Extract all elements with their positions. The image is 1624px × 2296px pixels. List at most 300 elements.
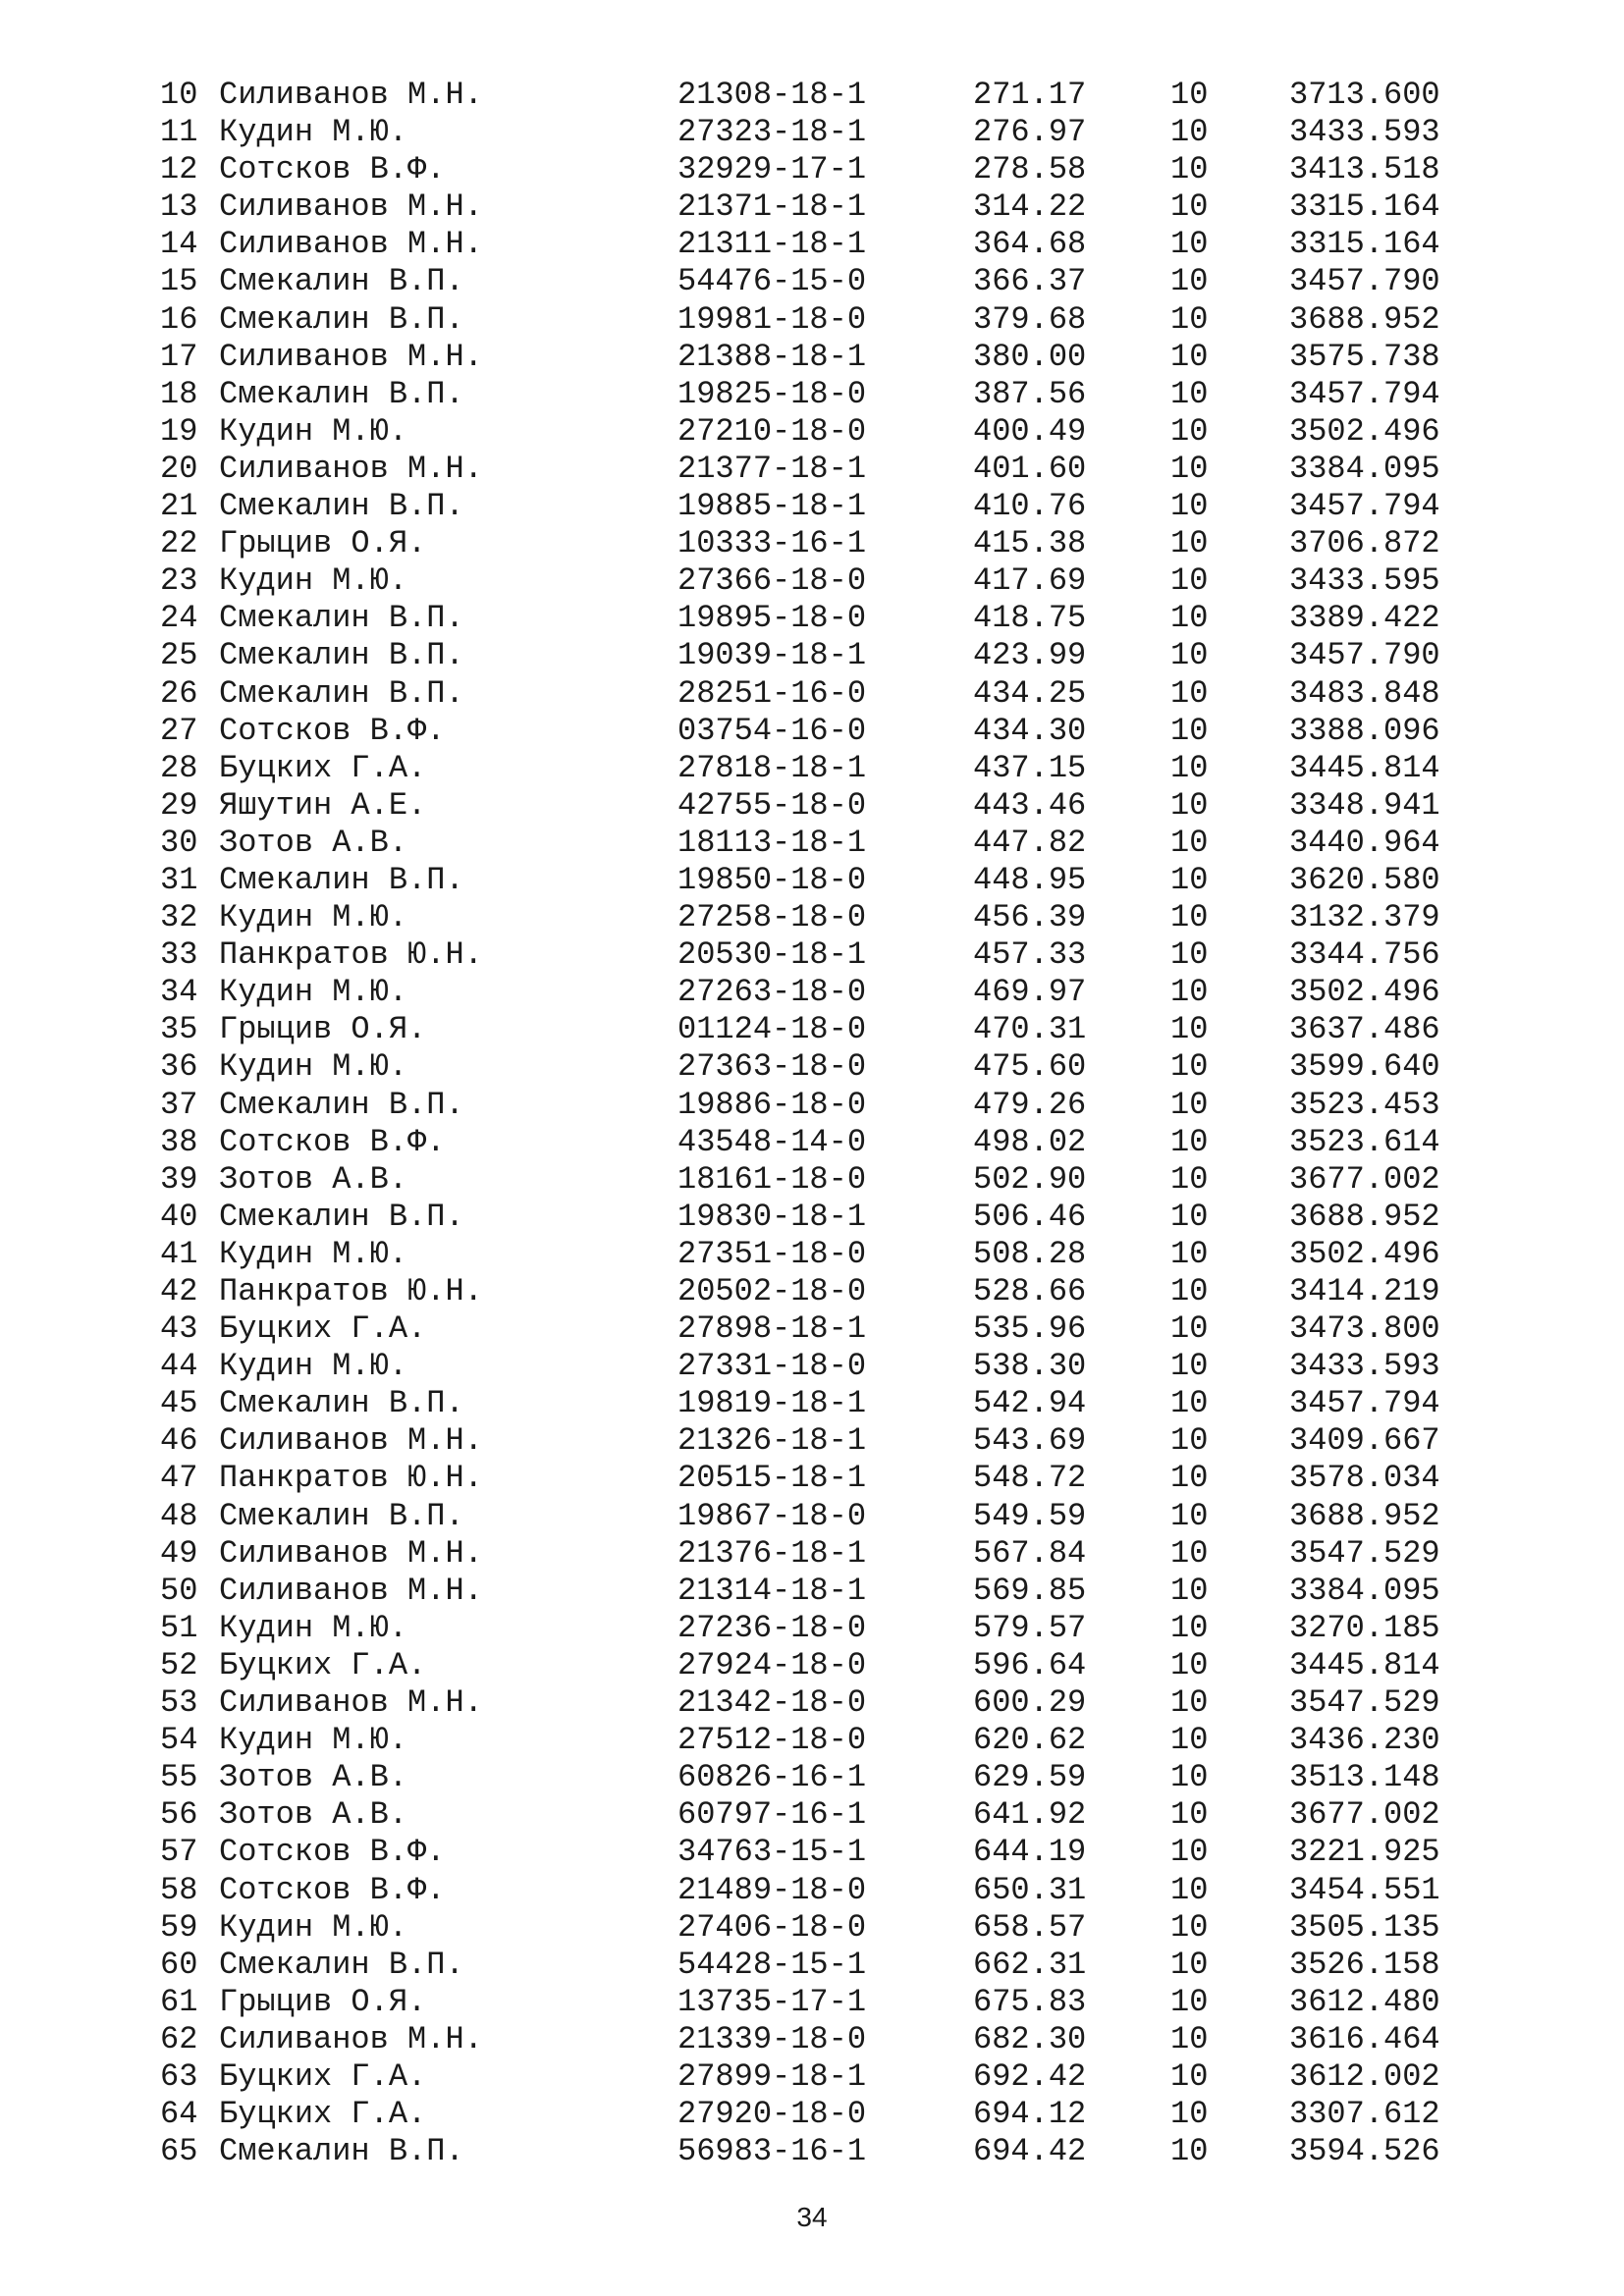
row-number: 62	[160, 2020, 198, 2057]
table-row	[0, 637, 1624, 674]
record-code: 21376-18-1	[677, 1534, 867, 1572]
record-code: 27263-18-0	[677, 974, 867, 1011]
record-code: 60826-16-1	[677, 1759, 867, 1796]
record-code: 19850-18-0	[677, 861, 867, 898]
count-cell: 10	[1170, 1123, 1209, 1160]
count-cell: 10	[1170, 1983, 1209, 2020]
value-cell: 508.28	[973, 1235, 1087, 1272]
person-name: Смекалин В.П.	[219, 637, 464, 674]
total-cell: 3473.800	[1289, 1310, 1440, 1348]
row-number: 29	[160, 786, 198, 824]
row-number: 26	[160, 674, 198, 712]
total-cell: 3523.453	[1289, 1086, 1440, 1123]
count-cell: 10	[1170, 2096, 1209, 2133]
value-cell: 457.33	[973, 936, 1087, 974]
table-row	[0, 1199, 1624, 1236]
total-cell: 3445.814	[1289, 1646, 1440, 1683]
value-cell: 314.22	[973, 188, 1087, 226]
value-cell: 410.76	[973, 488, 1087, 525]
count-cell: 10	[1170, 450, 1209, 487]
count-cell: 10	[1170, 786, 1209, 824]
table-row	[0, 151, 1624, 188]
total-cell: 3526.158	[1289, 1946, 1440, 1983]
person-name: Силиванов М.Н.	[219, 450, 483, 487]
table-row	[0, 1385, 1624, 1422]
total-cell: 3502.496	[1289, 974, 1440, 1011]
value-cell: 479.26	[973, 1086, 1087, 1123]
person-name: Панкратов Ю.Н.	[219, 936, 483, 974]
row-number: 49	[160, 1534, 198, 1572]
person-name: Панкратов Ю.Н.	[219, 1273, 483, 1309]
table-row	[0, 562, 1624, 600]
record-code: 18113-18-1	[677, 824, 867, 861]
person-name: Кудин М.Ю.	[219, 562, 408, 600]
total-cell: 3505.135	[1289, 1908, 1440, 1946]
person-name: Грыцив О.Я.	[219, 1011, 427, 1048]
record-code: 19825-18-0	[677, 375, 867, 412]
value-cell: 271.17	[973, 77, 1087, 113]
count-cell: 10	[1170, 674, 1209, 712]
person-name: Сотсков В.Ф.	[219, 1871, 446, 1908]
person-name: Силиванов М.Н.	[219, 338, 483, 375]
total-cell: 3221.925	[1289, 1834, 1440, 1871]
record-code: 27258-18-0	[677, 899, 867, 936]
value-cell: 538.30	[973, 1348, 1087, 1385]
row-number: 21	[160, 488, 198, 525]
total-cell: 3457.794	[1289, 488, 1440, 525]
total-cell: 3307.612	[1289, 2096, 1440, 2133]
value-cell: 528.66	[973, 1273, 1087, 1309]
value-cell: 596.64	[973, 1646, 1087, 1683]
record-code: 21339-18-0	[677, 2020, 867, 2057]
table-row	[0, 787, 1624, 825]
row-number: 51	[160, 1609, 198, 1646]
row-number: 63	[160, 2057, 198, 2095]
total-cell: 3270.185	[1289, 1609, 1440, 1646]
table-row	[0, 1909, 1624, 1947]
table-row	[0, 1460, 1624, 1497]
value-cell: 380.00	[973, 338, 1087, 375]
count-cell: 10	[1170, 1460, 1209, 1497]
table-row	[0, 376, 1624, 413]
value-cell: 692.42	[973, 2057, 1087, 2095]
person-name: Буцких Г.А.	[219, 1646, 427, 1683]
total-cell: 3433.593	[1289, 1348, 1440, 1385]
row-number: 18	[160, 375, 198, 412]
record-code: 28251-16-0	[677, 674, 867, 712]
person-name: Сотсков В.Ф.	[219, 1834, 446, 1871]
table-row	[0, 1161, 1624, 1199]
count-cell: 10	[1170, 1385, 1209, 1422]
person-name: Смекалин В.П.	[219, 1086, 464, 1123]
person-name: Буцких Г.А.	[219, 1310, 427, 1348]
count-cell: 10	[1170, 861, 1209, 898]
person-name: Кудин М.Ю.	[219, 1908, 408, 1946]
value-cell: 475.60	[973, 1048, 1087, 1086]
total-cell: 3502.496	[1289, 412, 1440, 450]
value-cell: 418.75	[973, 600, 1087, 637]
count-cell: 10	[1170, 1684, 1209, 1722]
record-code: 27331-18-0	[677, 1348, 867, 1385]
count-cell: 10	[1170, 1235, 1209, 1272]
row-number: 24	[160, 600, 198, 637]
row-number: 30	[160, 824, 198, 861]
total-cell: 3688.952	[1289, 1198, 1440, 1235]
record-code: 19039-18-1	[677, 637, 867, 674]
total-cell: 3677.002	[1289, 1160, 1440, 1198]
record-code: 27818-18-1	[677, 749, 867, 786]
record-code: 21314-18-1	[677, 1572, 867, 1609]
record-code: 10333-16-1	[677, 525, 867, 562]
total-cell: 3384.095	[1289, 450, 1440, 487]
count-cell: 10	[1170, 338, 1209, 375]
value-cell: 498.02	[973, 1123, 1087, 1160]
total-cell: 3433.595	[1289, 562, 1440, 600]
value-cell: 276.97	[973, 114, 1087, 151]
data-table	[0, 77, 1624, 2170]
count-cell: 10	[1170, 1609, 1209, 1646]
total-cell: 3706.872	[1289, 525, 1440, 562]
table-row	[0, 77, 1624, 114]
total-cell: 3344.756	[1289, 936, 1440, 974]
row-number: 12	[160, 151, 198, 188]
record-code: 03754-16-0	[677, 712, 867, 749]
record-code: 19830-18-1	[677, 1198, 867, 1235]
total-cell: 3132.379	[1289, 899, 1440, 936]
record-code: 21388-18-1	[677, 338, 867, 375]
record-code: 21377-18-1	[677, 450, 867, 487]
table-row	[0, 114, 1624, 151]
row-number: 34	[160, 974, 198, 1011]
record-code: 27920-18-0	[677, 2096, 867, 2133]
count-cell: 10	[1170, 1048, 1209, 1086]
row-number: 16	[160, 300, 198, 338]
table-row	[0, 1796, 1624, 1834]
count-cell: 10	[1170, 488, 1209, 525]
count-cell: 10	[1170, 712, 1209, 749]
count-cell: 10	[1170, 525, 1209, 562]
row-number: 56	[160, 1796, 198, 1834]
total-cell: 3457.794	[1289, 375, 1440, 412]
person-name: Силиванов М.Н.	[219, 1684, 483, 1722]
value-cell: 434.25	[973, 674, 1087, 712]
value-cell: 548.72	[973, 1460, 1087, 1497]
row-number: 32	[160, 899, 198, 936]
value-cell: 434.30	[973, 712, 1087, 749]
record-code: 21489-18-0	[677, 1871, 867, 1908]
record-code: 19981-18-0	[677, 300, 867, 338]
count-cell: 10	[1170, 1160, 1209, 1198]
record-code: 56983-16-1	[677, 2133, 867, 2170]
table-row	[0, 899, 1624, 936]
table-row	[0, 600, 1624, 637]
value-cell: 694.12	[973, 2096, 1087, 2133]
count-cell: 10	[1170, 1722, 1209, 1759]
record-code: 01124-18-0	[677, 1011, 867, 1048]
record-code: 21326-18-1	[677, 1422, 867, 1460]
count-cell: 10	[1170, 562, 1209, 600]
person-name: Буцких Г.А.	[219, 749, 427, 786]
person-name: Смекалин В.П.	[219, 375, 464, 412]
row-number: 48	[160, 1497, 198, 1534]
table-row	[0, 226, 1624, 263]
count-cell: 10	[1170, 188, 1209, 226]
record-code: 32929-17-1	[677, 151, 867, 188]
person-name: Смекалин В.П.	[219, 300, 464, 338]
table-row	[0, 1422, 1624, 1460]
record-code: 20530-18-1	[677, 936, 867, 974]
row-number: 33	[160, 936, 198, 974]
table-row	[0, 1722, 1624, 1759]
total-cell: 3502.496	[1289, 1235, 1440, 1272]
row-number: 31	[160, 861, 198, 898]
record-code: 42755-18-0	[677, 786, 867, 824]
count-cell: 10	[1170, 300, 1209, 338]
count-cell: 10	[1170, 1871, 1209, 1908]
count-cell: 10	[1170, 600, 1209, 637]
person-name: Грыцив О.Я.	[219, 525, 427, 562]
count-cell: 10	[1170, 77, 1209, 113]
row-number: 43	[160, 1310, 198, 1348]
total-cell: 3388.096	[1289, 712, 1440, 749]
record-code: 34763-15-1	[677, 1834, 867, 1871]
value-cell: 569.85	[973, 1572, 1087, 1609]
table-row	[0, 2021, 1624, 2058]
record-code: 27323-18-1	[677, 114, 867, 151]
count-cell: 10	[1170, 974, 1209, 1011]
record-code: 18161-18-0	[677, 1160, 867, 1198]
person-name: Смекалин В.П.	[219, 1198, 464, 1235]
person-name: Смекалин В.П.	[219, 488, 464, 525]
record-code: 27236-18-0	[677, 1609, 867, 1646]
total-cell: 3688.952	[1289, 1497, 1440, 1534]
total-cell: 3547.529	[1289, 1684, 1440, 1722]
total-cell: 3713.600	[1289, 77, 1440, 113]
count-cell: 10	[1170, 1273, 1209, 1309]
person-name: Силиванов М.Н.	[219, 2020, 483, 2057]
row-number: 41	[160, 1235, 198, 1272]
value-cell: 470.31	[973, 1011, 1087, 1048]
record-code: 21371-18-1	[677, 188, 867, 226]
table-row	[0, 1984, 1624, 2021]
count-cell: 10	[1170, 749, 1209, 786]
value-cell: 443.46	[973, 786, 1087, 824]
person-name: Силиванов М.Н.	[219, 77, 483, 113]
row-number: 28	[160, 749, 198, 786]
value-cell: 535.96	[973, 1310, 1087, 1348]
value-cell: 579.57	[973, 1609, 1087, 1646]
count-cell: 10	[1170, 226, 1209, 263]
value-cell: 366.37	[973, 263, 1087, 300]
table-row	[0, 1273, 1624, 1310]
row-number: 15	[160, 263, 198, 300]
value-cell: 469.97	[973, 974, 1087, 1011]
value-cell: 567.84	[973, 1534, 1087, 1572]
table-row	[0, 750, 1624, 787]
person-name: Силиванов М.Н.	[219, 1422, 483, 1460]
row-number: 65	[160, 2133, 198, 2170]
total-cell: 3440.964	[1289, 824, 1440, 861]
table-row	[0, 301, 1624, 339]
total-cell: 3348.941	[1289, 786, 1440, 824]
person-name: Сотсков В.Ф.	[219, 1123, 446, 1160]
count-cell: 10	[1170, 1908, 1209, 1946]
total-cell: 3315.164	[1289, 188, 1440, 226]
row-number: 44	[160, 1348, 198, 1385]
table-row	[0, 1759, 1624, 1796]
value-cell: 502.90	[973, 1160, 1087, 1198]
person-name: Кудин М.Ю.	[219, 114, 408, 151]
count-cell: 10	[1170, 412, 1209, 450]
count-cell: 10	[1170, 151, 1209, 188]
count-cell: 10	[1170, 1086, 1209, 1123]
count-cell: 10	[1170, 2133, 1209, 2170]
table-row	[0, 1236, 1624, 1273]
record-code: 21342-18-0	[677, 1684, 867, 1722]
table-row	[0, 713, 1624, 750]
row-number: 23	[160, 562, 198, 600]
table-row	[0, 675, 1624, 713]
total-cell: 3575.738	[1289, 338, 1440, 375]
person-name: Кудин М.Ю.	[219, 1722, 408, 1759]
count-cell: 10	[1170, 824, 1209, 861]
table-row	[0, 862, 1624, 899]
value-cell: 658.57	[973, 1908, 1087, 1946]
value-cell: 278.58	[973, 151, 1087, 188]
row-number: 13	[160, 188, 198, 226]
table-row	[0, 1124, 1624, 1161]
value-cell: 620.62	[973, 1722, 1087, 1759]
table-row	[0, 1498, 1624, 1535]
row-number: 35	[160, 1011, 198, 1048]
table-row	[0, 1048, 1624, 1086]
value-cell: 415.38	[973, 525, 1087, 562]
table-row	[0, 451, 1624, 488]
count-cell: 10	[1170, 263, 1209, 300]
row-number: 46	[160, 1422, 198, 1460]
value-cell: 629.59	[973, 1759, 1087, 1796]
row-number: 54	[160, 1722, 198, 1759]
count-cell: 10	[1170, 2057, 1209, 2095]
table-row	[0, 1684, 1624, 1722]
person-name: Зотов А.В.	[219, 1759, 408, 1796]
value-cell: 650.31	[973, 1871, 1087, 1908]
record-code: 19819-18-1	[677, 1385, 867, 1422]
count-cell: 10	[1170, 114, 1209, 151]
row-number: 45	[160, 1385, 198, 1422]
total-cell: 3315.164	[1289, 226, 1440, 263]
total-cell: 3677.002	[1289, 1796, 1440, 1834]
row-number: 53	[160, 1684, 198, 1722]
person-name: Смекалин В.П.	[219, 600, 464, 637]
value-cell: 387.56	[973, 375, 1087, 412]
total-cell: 3483.848	[1289, 674, 1440, 712]
total-cell: 3436.230	[1289, 1722, 1440, 1759]
total-cell: 3433.593	[1289, 114, 1440, 151]
count-cell: 10	[1170, 1534, 1209, 1572]
count-cell: 10	[1170, 1759, 1209, 1796]
total-cell: 3594.526	[1289, 2133, 1440, 2170]
count-cell: 10	[1170, 1198, 1209, 1235]
total-cell: 3523.614	[1289, 1123, 1440, 1160]
total-cell: 3513.148	[1289, 1759, 1440, 1796]
record-code: 27210-18-0	[677, 412, 867, 450]
row-number: 36	[160, 1048, 198, 1086]
table-row	[0, 339, 1624, 376]
table-row	[0, 1087, 1624, 1124]
row-number: 52	[160, 1646, 198, 1683]
person-name: Смекалин В.П.	[219, 861, 464, 898]
table-row	[0, 1647, 1624, 1684]
row-number: 61	[160, 1983, 198, 2020]
person-name: Кудин М.Ю.	[219, 974, 408, 1011]
count-cell: 10	[1170, 899, 1209, 936]
value-cell: 417.69	[973, 562, 1087, 600]
row-number: 40	[160, 1198, 198, 1235]
record-code: 54476-15-0	[677, 263, 867, 300]
person-name: Смекалин В.П.	[219, 1497, 464, 1534]
row-number: 11	[160, 114, 198, 151]
total-cell: 3457.790	[1289, 637, 1440, 674]
record-code: 27924-18-0	[677, 1646, 867, 1683]
value-cell: 600.29	[973, 1684, 1087, 1722]
person-name: Буцких Г.А.	[219, 2057, 427, 2095]
value-cell: 423.99	[973, 637, 1087, 674]
total-cell: 3578.034	[1289, 1460, 1440, 1497]
row-number: 25	[160, 637, 198, 674]
table-row	[0, 1310, 1624, 1348]
record-code: 19895-18-0	[677, 600, 867, 637]
row-number: 55	[160, 1759, 198, 1796]
total-cell: 3688.952	[1289, 300, 1440, 338]
person-name: Зотов А.В.	[219, 1796, 408, 1834]
record-code: 60797-16-1	[677, 1796, 867, 1834]
count-cell: 10	[1170, 375, 1209, 412]
value-cell: 364.68	[973, 226, 1087, 263]
total-cell: 3612.480	[1289, 1983, 1440, 2020]
row-number: 37	[160, 1086, 198, 1123]
record-code: 13735-17-1	[677, 1983, 867, 2020]
value-cell: 506.46	[973, 1198, 1087, 1235]
record-code: 19886-18-0	[677, 1086, 867, 1123]
table-row	[0, 1947, 1624, 1984]
person-name: Кудин М.Ю.	[219, 1048, 408, 1086]
table-row	[0, 263, 1624, 300]
row-number: 38	[160, 1123, 198, 1160]
count-cell: 10	[1170, 1310, 1209, 1348]
table-row	[0, 2133, 1624, 2170]
total-cell: 3612.002	[1289, 2057, 1440, 2095]
person-name: Яшутин А.Е.	[219, 786, 427, 824]
person-name: Сотсков В.Ф.	[219, 712, 446, 749]
total-cell: 3384.095	[1289, 1572, 1440, 1609]
person-name: Смекалин В.П.	[219, 674, 464, 712]
person-name: Грыцив О.Я.	[219, 1983, 427, 2020]
total-cell: 3620.580	[1289, 861, 1440, 898]
row-number: 39	[160, 1160, 198, 1198]
row-number: 10	[160, 77, 198, 113]
row-number: 57	[160, 1834, 198, 1871]
count-cell: 10	[1170, 1646, 1209, 1683]
total-cell: 3637.486	[1289, 1011, 1440, 1048]
row-number: 17	[160, 338, 198, 375]
total-cell: 3616.464	[1289, 2020, 1440, 2057]
person-name: Силиванов М.Н.	[219, 188, 483, 226]
value-cell: 456.39	[973, 899, 1087, 936]
value-cell: 682.30	[973, 2020, 1087, 2057]
record-code: 27363-18-0	[677, 1048, 867, 1086]
count-cell: 10	[1170, 1796, 1209, 1834]
